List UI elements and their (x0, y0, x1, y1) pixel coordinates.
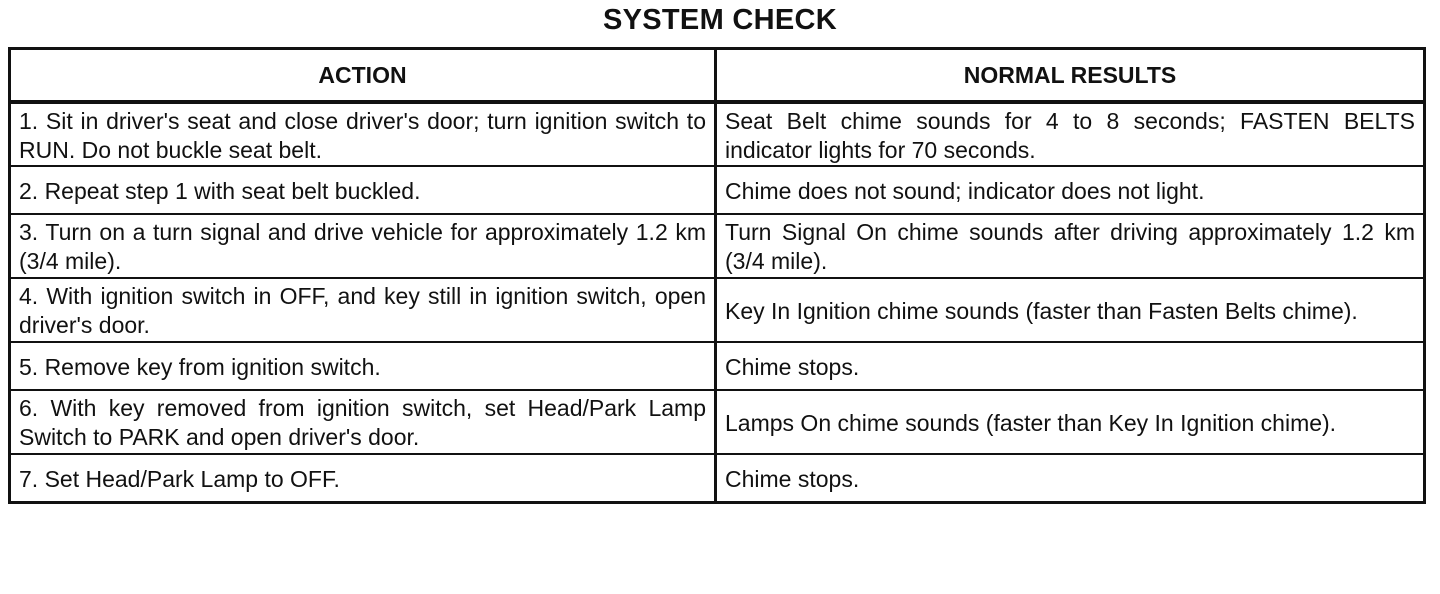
result-cell: Seat Belt chime sounds for 4 to 8 seconds; FASTEN BELTS indicator lights for 70 seconds. (716, 102, 1425, 166)
table-row (10, 214, 1425, 278)
action-cell: 7. Set Head/Park Lamp to OFF. (10, 454, 716, 503)
result-cell: Chime stops. (716, 454, 1425, 503)
result-cell: Chime does not sound; indicator does not light. (716, 166, 1425, 214)
column-header-normal-results: NORMAL RESULTS (716, 49, 1425, 103)
action-cell: 2. Repeat step 1 with seat belt buckled. (10, 166, 716, 214)
table-row (10, 278, 1425, 342)
result-cell: Turn Signal On chime sounds after driving approximately 1.2 km (3/4 mile). (716, 214, 1425, 278)
table-row (10, 454, 1425, 503)
table-row (10, 166, 1425, 214)
action-cell: 6. With key removed from ignition switch, set Head/Park Lamp Switch to PARK and open driver's door. (10, 390, 716, 454)
system-check-table (8, 47, 1426, 504)
result-cell: Key In Ignition chime sounds (faster than Fasten Belts chime). (716, 278, 1425, 342)
action-cell: 4. With ignition switch in OFF, and key still in ignition switch, open driver's door. (10, 278, 716, 342)
table-row (10, 342, 1425, 390)
result-cell: Lamps On chime sounds (faster than Key In Ignition chime). (716, 390, 1425, 454)
action-cell: 5. Remove key from ignition switch. (10, 342, 716, 390)
table-row (10, 390, 1425, 454)
result-cell: Chime stops. (716, 342, 1425, 390)
table-header-row (10, 49, 1425, 103)
column-header-action: ACTION (10, 49, 716, 103)
action-cell: 1. Sit in driver's seat and close driver's door; turn ignition switch to RUN. Do not buckle seat belt. (10, 102, 716, 166)
table-row (10, 102, 1425, 166)
page-title: SYSTEM CHECK (602, 4, 837, 36)
action-cell: 3. Turn on a turn signal and drive vehicle for approximately 1.2 km (3/4 mile). (10, 214, 716, 278)
